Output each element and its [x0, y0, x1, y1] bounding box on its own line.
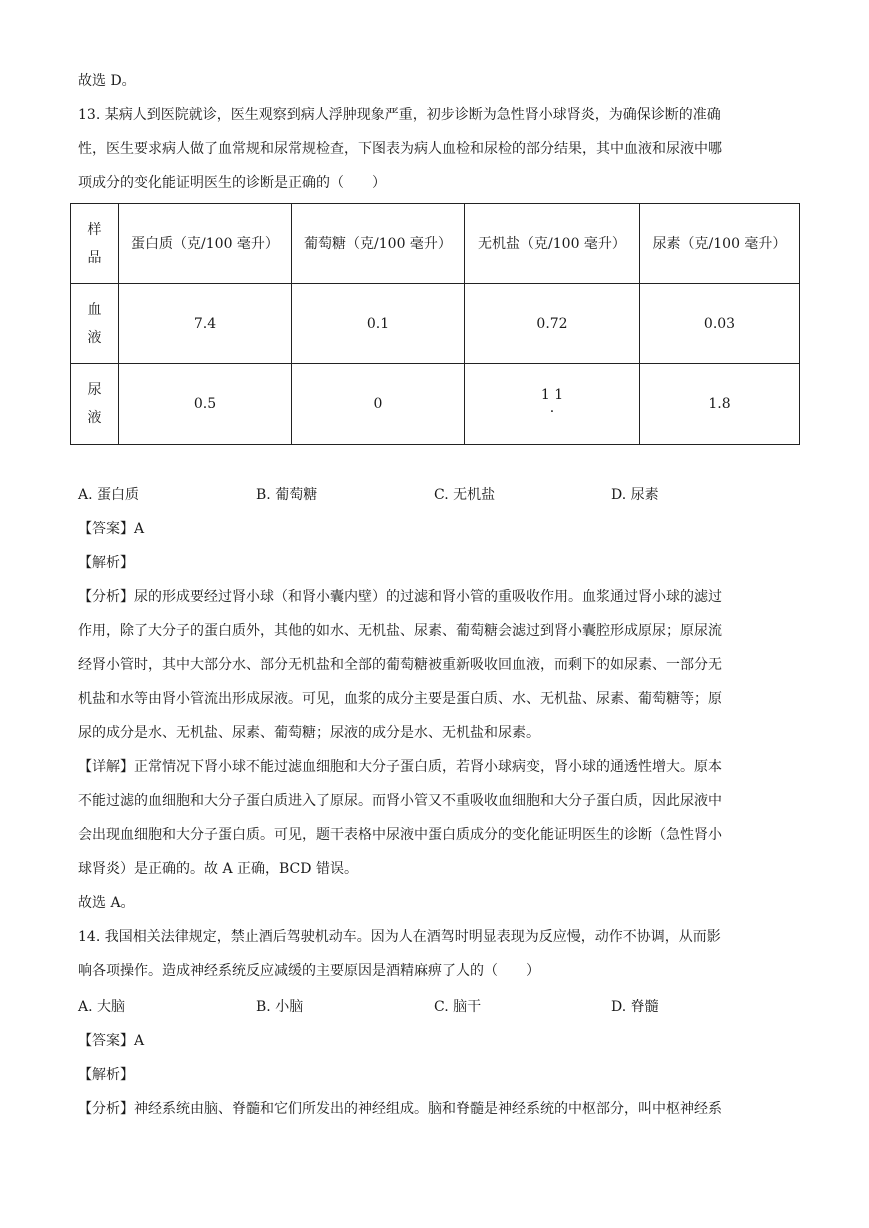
q13-detail-line-1: 【详解】正常情况下肾小球不能过滤血细胞和大分子蛋白质，若肾小球病变，肾小球的通透性增大。原本 [78, 759, 722, 775]
q14-option-a[interactable]: A. 大脑 [78, 999, 126, 1015]
row-label-blood-char-2: 液 [87, 329, 102, 346]
row-label-urine-char-2: 液 [87, 410, 102, 426]
test-results-table [70, 203, 800, 445]
q13-detail-line-4: 球肾炎）是正确的。故 A 正确，BCD 错误。 [78, 861, 358, 877]
q13-analysis-line-2: 作用，除了大分子的蛋白质外，其他的如水、无机盐、尿素、葡萄糖会滤过到肾小囊腔形成原尿；原尿流 [78, 623, 722, 639]
urine-urea-value: 1.8 [640, 364, 800, 445]
question-14-text-line-2: 响各项操作。造成神经系统反应减缓的主要原因是酒精麻痹了人的（ ） [78, 963, 540, 979]
question-13-text-line-2: 性，医生要求病人做了血常规和尿常规检查，下图表为病人血检和尿检的部分结果，其中血液和尿液中哪 [78, 141, 722, 157]
q14-answer: 【答案】A [78, 1033, 145, 1049]
q13-analysis-line-3: 经肾小管时，其中大部分水、部分无机盐和全部的葡萄糖被重新吸收回血液，而剩下的如尿素、一部分无 [78, 657, 722, 673]
row-label-urine-char-1: 尿 [87, 382, 102, 398]
q14-analysis-line-1: 【分析】神经系统由脑、脊髓和它们所发出的神经组成。脑和脊髓是神经系统的中枢部分，叫中枢神经系 [78, 1101, 722, 1117]
question-13-text-line-1: 13. 某病人到医院就诊，医生观察到病人浮肿现象严重，初步诊断为急性肾小球肾炎，为确保诊断的准确 [78, 107, 721, 123]
urine-glucose-value: 0 [292, 364, 465, 445]
urine-salt-dot: · [549, 404, 555, 420]
q13-analysis-line-5: 尿的成分是水、无机盐、尿素、葡萄糖；尿液的成分是水、无机盐和尿素。 [78, 725, 540, 741]
table-row-urine [71, 364, 800, 445]
question-13-options [78, 485, 790, 505]
q13-detail-line-3: 会出现血细胞和大分子蛋白质。可见，题干表格中尿液中蛋白质成分的变化能证明医生的诊断（急性肾小 [78, 827, 722, 843]
q13-option-d[interactable]: D. 尿素 [611, 487, 659, 503]
blood-salt-value: 0.72 [465, 284, 640, 364]
header-glucose: 葡萄糖（克/100 毫升） [292, 204, 465, 284]
header-sample [71, 204, 119, 284]
header-urea: 尿素（克/100 毫升） [640, 204, 800, 284]
row-label-urine [71, 364, 119, 445]
previous-answer-choice: 故选 D。 [78, 73, 136, 89]
urine-salt-value [465, 364, 640, 445]
q14-option-c[interactable]: C. 脑干 [434, 999, 482, 1015]
header-sample-char-2: 品 [87, 249, 102, 266]
question-14-options [78, 997, 790, 1017]
row-label-blood-char-1: 血 [87, 301, 102, 318]
q14-option-d[interactable]: D. 脊髓 [611, 999, 659, 1015]
q13-analysis-line-1: 【分析】尿的形成要经过肾小球（和肾小囊内壁）的过滤和肾小管的重吸收作用。血浆通过肾小球的滤过 [78, 589, 722, 605]
question-13-text-line-3: 项成分的变化能证明医生的诊断是正确的（ ） [78, 175, 386, 191]
row-label-blood [71, 284, 119, 364]
header-sample-char-1: 样 [87, 221, 102, 238]
blood-urea-value: 0.03 [640, 284, 800, 364]
blood-glucose-value: 0.1 [292, 284, 465, 364]
header-inorganic-salt: 无机盐（克/100 毫升） [465, 204, 640, 284]
q13-option-b[interactable]: B. 葡萄糖 [256, 487, 318, 503]
q13-detail-line-2: 不能过滤的血细胞和大分子蛋白质进入了原尿。而肾小管又不重吸收血细胞和大分子蛋白质，因此尿液中 [78, 793, 722, 809]
q13-option-c[interactable]: C. 无机盐 [434, 487, 496, 503]
question-14-text-line-1: 14. 我国相关法律规定，禁止酒后驾驶机动车。因为人在酒驾时明显表现为反应慢，动作不协调，从而影 [78, 929, 721, 945]
blood-protein-value: 7.4 [119, 284, 292, 364]
q13-analysis-line-4: 机盐和水等由肾小管流出形成尿液。可见，血浆的成分主要是蛋白质、水、无机盐、尿素、葡萄糖等；原 [78, 691, 722, 707]
q13-answer: 【答案】A [78, 521, 145, 537]
q13-analysis-heading: 【解析】 [78, 555, 134, 571]
q14-option-b[interactable]: B. 小脑 [256, 999, 304, 1015]
header-protein: 蛋白质（克/100 毫升） [119, 204, 292, 284]
urine-protein-value: 0.5 [119, 364, 292, 445]
q14-analysis-heading: 【解析】 [78, 1067, 134, 1083]
q13-final-choice: 故选 A。 [78, 895, 135, 911]
table-row-blood [71, 284, 800, 364]
table-header-row [71, 204, 800, 284]
urine-salt-number: 1 1 [540, 387, 564, 403]
q13-option-a[interactable]: A. 蛋白质 [78, 487, 140, 503]
